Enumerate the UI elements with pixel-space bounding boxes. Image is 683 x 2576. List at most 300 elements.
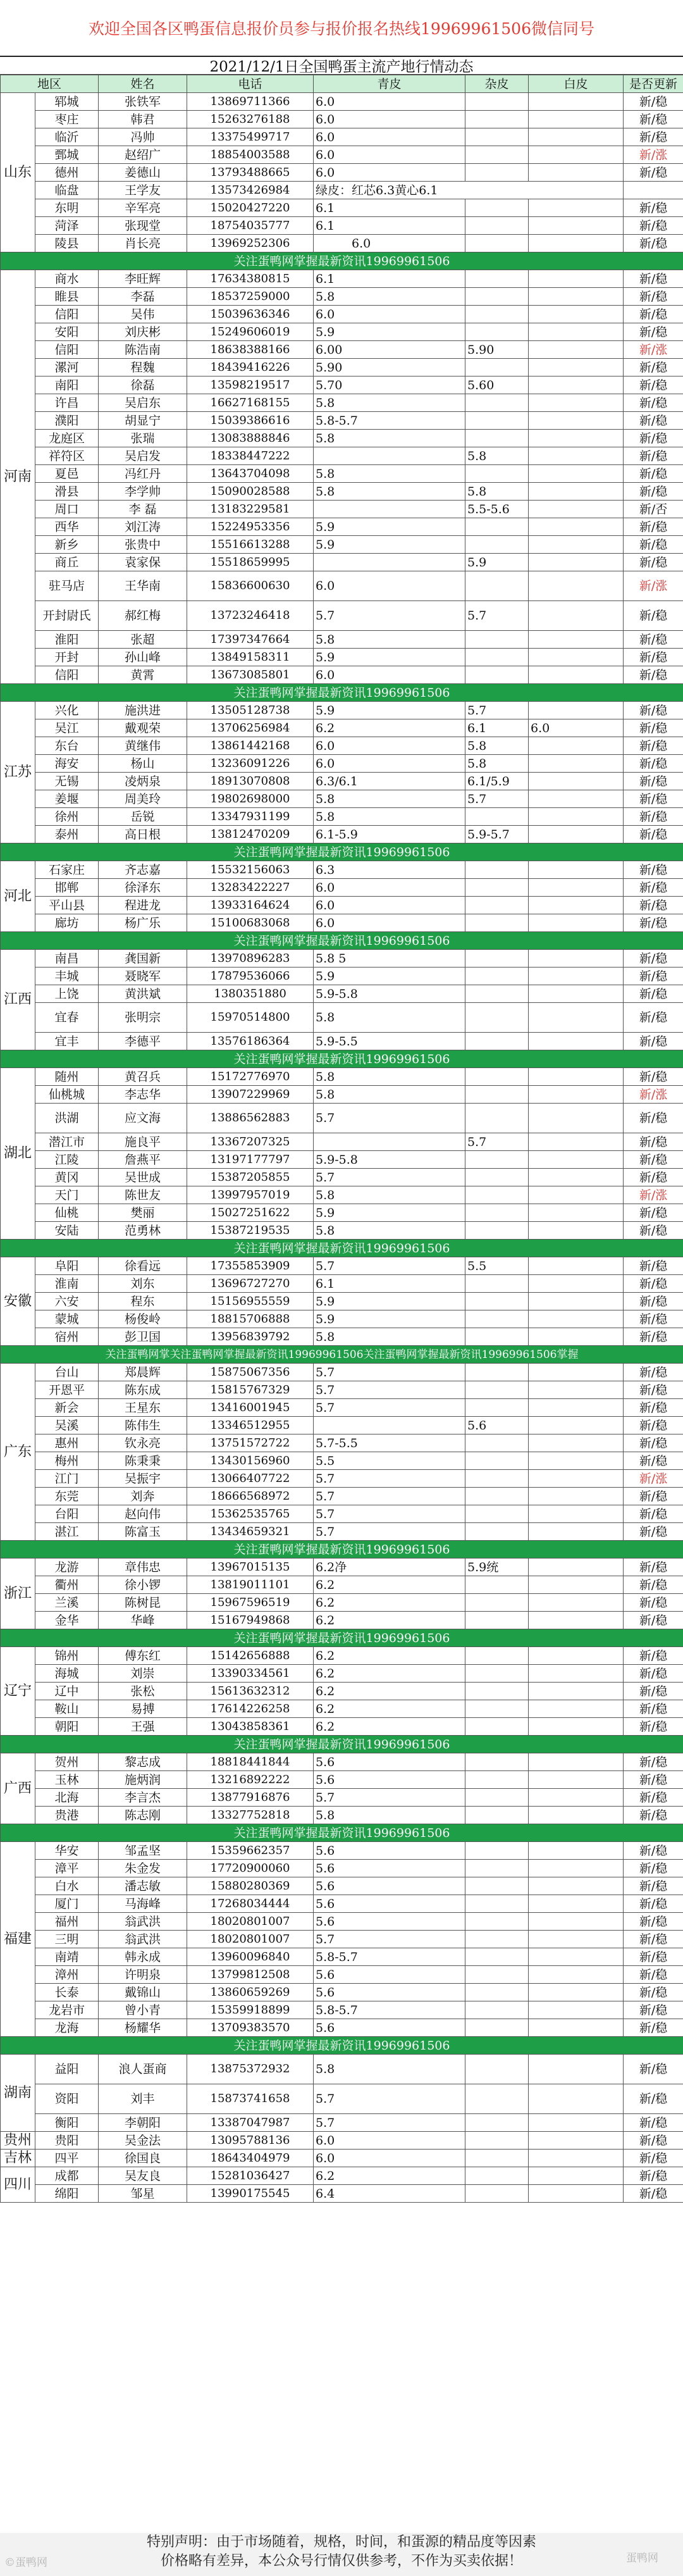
table-row <box>1 412 683 430</box>
qingpi-price-cell: 5.9 <box>314 1293 465 1310</box>
province-cell: 江西 <box>1 950 35 1050</box>
phone-cell: 13375499717 <box>187 128 314 146</box>
phone-cell: 13367207325 <box>187 1133 314 1151</box>
phone-cell: 13183229581 <box>187 501 314 518</box>
status-cell: 新/稳 <box>624 536 683 554</box>
qingpi-price-cell: 6.2 <box>314 1594 465 1612</box>
qingpi-price-cell: 5.8 <box>314 1086 465 1104</box>
province-cell: 浙江 <box>1 1559 35 1629</box>
status-cell: 新/稳 <box>624 2132 683 2150</box>
area-cell: 陵县 <box>35 235 99 252</box>
name-cell: 华峰 <box>99 1612 187 1629</box>
name-cell: 姜德山 <box>99 164 187 182</box>
baipi-price-cell <box>529 1364 624 1381</box>
area-cell: 成都 <box>35 2167 99 2185</box>
price-table-body <box>1 75 683 2203</box>
phone-cell: 17268034444 <box>187 1895 314 1913</box>
baipi-price-cell <box>529 737 624 755</box>
qingpi-price-cell: 5.8 <box>314 790 465 808</box>
qingpi-price-cell: 5.6 <box>314 1753 465 1771</box>
status-cell: 新/稳 <box>624 1364 683 1381</box>
area-cell: 长泰 <box>35 1984 99 2001</box>
table-row <box>1 199 683 217</box>
name-cell: 陈树昆 <box>99 1594 187 1612</box>
baipi-price-cell <box>529 1913 624 1931</box>
phone-cell: 19802698000 <box>187 790 314 808</box>
table-row <box>1 2055 683 2084</box>
name-cell: 肖长亮 <box>99 235 187 252</box>
zapi-price-cell: 6.1 <box>465 719 529 737</box>
phone-cell: 15263276188 <box>187 111 314 128</box>
qingpi-price-cell: 6.1 <box>314 199 465 217</box>
zapi-price-cell <box>465 1310 529 1328</box>
zapi-price-cell <box>465 1104 529 1133</box>
area-cell: 随州 <box>35 1068 99 1086</box>
area-cell: 兰溪 <box>35 1594 99 1612</box>
qingpi-price-cell: 5.6 <box>314 1895 465 1913</box>
phone-cell: 18020801007 <box>187 1913 314 1931</box>
phone-cell: 13346512955 <box>187 1417 314 1434</box>
province-cell: 吉林 <box>1 2150 35 2167</box>
qingpi-price-cell: 5.8 <box>314 1003 465 1033</box>
zapi-price-cell <box>465 412 529 430</box>
phone-cell: 18537259000 <box>187 288 314 306</box>
status-cell: 新/稳 <box>624 2167 683 2185</box>
table-row <box>1 483 683 501</box>
promo-banner <box>1 1824 683 1842</box>
area-cell: 临盘 <box>35 182 99 199</box>
area-cell: 吴溪 <box>35 1417 99 1434</box>
phone-cell: 15090028588 <box>187 483 314 501</box>
promo-banner-text: 关注蛋鸭网掌握最新资讯19969961506 <box>1 1240 683 1257</box>
promo-banner <box>1 1050 683 1068</box>
qingpi-price-cell: 6.3 <box>314 861 465 879</box>
phone-cell: 13907229969 <box>187 1086 314 1104</box>
name-cell: 吴启发 <box>99 447 187 465</box>
area-cell: 西华 <box>35 518 99 536</box>
name-cell: 曾小青 <box>99 2001 187 2019</box>
table-row <box>1 1381 683 1399</box>
table-row <box>1 914 683 932</box>
phone-cell: 13434659321 <box>187 1523 314 1541</box>
baipi-price-cell <box>529 536 624 554</box>
status-cell: 新/稳 <box>624 111 683 128</box>
column-header: 白皮 <box>529 75 624 93</box>
name-cell: 赵向伟 <box>99 1505 187 1523</box>
name-cell: 郝红梅 <box>99 601 187 631</box>
name-cell: 陈志刚 <box>99 1807 187 1824</box>
name-cell: 聂晓军 <box>99 968 187 985</box>
name-cell: 翁武洪 <box>99 1931 187 1948</box>
baipi-price-cell <box>529 1104 624 1133</box>
table-row <box>1 631 683 649</box>
qingpi-price-cell: 5.7 <box>314 1523 465 1541</box>
table-row <box>1 288 683 306</box>
qingpi-price-cell: 5.8-5.7 <box>314 2001 465 2019</box>
status-cell: 新/稳 <box>624 306 683 323</box>
qingpi-price-cell: 5.6 <box>314 1860 465 1877</box>
baipi-price-cell <box>529 1576 624 1594</box>
name-cell: 袁家保 <box>99 554 187 571</box>
status-cell: 新/稳 <box>624 465 683 483</box>
area-cell: 濮阳 <box>35 412 99 430</box>
baipi-price-cell <box>529 1452 624 1470</box>
zapi-price-cell <box>465 1470 529 1488</box>
zapi-price-cell <box>465 1186 529 1204</box>
name-cell: 赵绍广 <box>99 146 187 164</box>
qingpi-price-cell: 6.2 <box>314 2167 465 2185</box>
status-cell: 新/稳 <box>624 755 683 773</box>
status-cell: 新/稳 <box>624 1559 683 1576</box>
status-cell: 新/稳 <box>624 128 683 146</box>
zapi-price-cell <box>465 1895 529 1913</box>
table-row <box>1 2084 683 2114</box>
name-cell: 张贵中 <box>99 536 187 554</box>
zapi-price-cell <box>465 394 529 412</box>
header-title: 欢迎全国各区鸭蛋信息报价员参与报价报名热线19969961506微信同号 <box>89 20 594 38</box>
baipi-price-cell <box>529 164 624 182</box>
status-cell: 新/否 <box>624 501 683 518</box>
table-row <box>1 1576 683 1594</box>
area-cell: 洪湖 <box>35 1104 99 1133</box>
name-cell: 戴锦山 <box>99 1984 187 2001</box>
status-cell: 新/稳 <box>624 2114 683 2132</box>
area-cell: 夏邑 <box>35 465 99 483</box>
qingpi-price-cell: 6.0 <box>314 737 465 755</box>
status-cell: 新/稳 <box>624 1860 683 1877</box>
area-cell: 鄄城 <box>35 146 99 164</box>
province-cell: 山东 <box>1 93 35 252</box>
qingpi-price-cell <box>314 447 465 465</box>
name-cell: 刘江涛 <box>99 518 187 536</box>
qingpi-price-cell: 6.2净 <box>314 1559 465 1576</box>
area-cell: 黄冈 <box>35 1169 99 1186</box>
qingpi-price-cell: 5.6 <box>314 1913 465 1931</box>
table-row <box>1 1984 683 2001</box>
zapi-price-cell: 5.8 <box>465 737 529 755</box>
table-row <box>1 430 683 447</box>
name-cell: 潘志敏 <box>99 1877 187 1895</box>
table-row <box>1 146 683 164</box>
status-cell: 新/稳 <box>624 1771 683 1789</box>
phone-cell: 15172776970 <box>187 1068 314 1086</box>
name-cell: 黄召兵 <box>99 1068 187 1086</box>
column-header: 姓名 <box>99 75 187 93</box>
zapi-price-cell: 5.5 <box>465 1257 529 1275</box>
baipi-price-cell <box>529 1086 624 1104</box>
status-cell: 新/涨 <box>624 146 683 164</box>
table-row <box>1 1913 683 1931</box>
table-row <box>1 702 683 719</box>
phone-cell: 18338447222 <box>187 447 314 465</box>
area-cell: 梅州 <box>35 1452 99 1470</box>
zapi-price-cell <box>465 1948 529 1966</box>
zapi-price-cell <box>465 1612 529 1629</box>
status-cell: 新/稳 <box>624 1665 683 1683</box>
phone-cell: 15281036427 <box>187 2167 314 2185</box>
table-row <box>1 1771 683 1789</box>
baipi-price-cell <box>529 879 624 897</box>
baipi-price-cell <box>529 1169 624 1186</box>
zapi-price-cell <box>465 985 529 1003</box>
name-cell: 徐磊 <box>99 376 187 394</box>
baipi-price-cell <box>529 1328 624 1346</box>
table-row <box>1 306 683 323</box>
table-row <box>1 1003 683 1033</box>
area-cell: 许昌 <box>35 394 99 412</box>
area-cell: 石家庄 <box>35 861 99 879</box>
area-cell: 南昌 <box>35 950 99 968</box>
status-cell: 新/涨 <box>624 341 683 359</box>
phone-cell: 13283422227 <box>187 879 314 897</box>
zapi-price-cell: 5.9统 <box>465 1559 529 1576</box>
zapi-price-cell <box>465 1984 529 2001</box>
name-cell: 杨山 <box>99 755 187 773</box>
phone-cell: 13706256984 <box>187 719 314 737</box>
status-cell: 新/稳 <box>624 808 683 826</box>
area-cell: 枣庄 <box>35 111 99 128</box>
table-row <box>1 1895 683 1913</box>
baipi-price-cell <box>529 1381 624 1399</box>
phone-cell: 15142656888 <box>187 1647 314 1665</box>
phone-cell: 13849158311 <box>187 649 314 666</box>
baipi-price-cell <box>529 2019 624 2037</box>
phone-cell: 17879536066 <box>187 968 314 985</box>
province-cell: 湖南 <box>1 2055 35 2132</box>
qingpi-price-cell: 5.8-5.7 <box>314 1948 465 1966</box>
status-cell: 新/稳 <box>624 2001 683 2019</box>
table-row <box>1 755 683 773</box>
area-cell: 菏泽 <box>35 217 99 235</box>
baipi-price-cell <box>529 288 624 306</box>
area-cell: 贵阳 <box>35 2132 99 2150</box>
area-cell: 睢县 <box>35 288 99 306</box>
phone-cell: 15100683068 <box>187 914 314 932</box>
table-row <box>1 1434 683 1452</box>
phone-cell: 13696727270 <box>187 1275 314 1293</box>
area-cell: 漳州 <box>35 1966 99 1984</box>
table-row <box>1 1789 683 1807</box>
area-cell: 六安 <box>35 1293 99 1310</box>
table-row <box>1 737 683 755</box>
name-cell: 程东 <box>99 1293 187 1310</box>
area-cell: 周口 <box>35 501 99 518</box>
status-cell: 新/稳 <box>624 1169 683 1186</box>
name-cell: 施良平 <box>99 1133 187 1151</box>
baipi-price-cell <box>529 790 624 808</box>
qingpi-price-cell <box>314 1133 465 1151</box>
qingpi-price-cell: 5.6 <box>314 1877 465 1895</box>
promo-banner <box>1 1541 683 1559</box>
status-cell: 新/稳 <box>624 985 683 1003</box>
zapi-price-cell <box>465 288 529 306</box>
phone-cell: 13387047987 <box>187 2114 314 2132</box>
name-cell: 许明泉 <box>99 1966 187 1984</box>
status-cell: 新/稳 <box>624 93 683 111</box>
status-cell: 新/稳 <box>624 1417 683 1434</box>
baipi-price-cell <box>529 128 624 146</box>
baipi-price-cell <box>529 554 624 571</box>
status-cell: 新/稳 <box>624 1328 683 1346</box>
zapi-price-cell <box>465 2001 529 2019</box>
area-cell: 四平 <box>35 2150 99 2167</box>
baipi-price-cell <box>529 1753 624 1771</box>
table-row <box>1 376 683 394</box>
table-row <box>1 2167 683 2185</box>
promo-banner-text: 关注蛋鸭网掌握最新资讯19969961506 <box>1 1824 683 1842</box>
zapi-price-cell <box>465 306 529 323</box>
name-cell: 岳锐 <box>99 808 187 826</box>
baipi-price-cell <box>529 235 624 252</box>
baipi-price-cell <box>529 808 624 826</box>
table-row <box>1 447 683 465</box>
area-cell: 三明 <box>35 1931 99 1948</box>
zapi-price-cell: 5.8 <box>465 755 529 773</box>
zapi-price-cell <box>465 1505 529 1523</box>
zapi-price-cell <box>465 1931 529 1948</box>
name-cell: 胡显宁 <box>99 412 187 430</box>
phone-cell: 15387219535 <box>187 1222 314 1240</box>
phone-cell: 15880280369 <box>187 1877 314 1895</box>
area-cell: 上饶 <box>35 985 99 1003</box>
table-row <box>1 518 683 536</box>
phone-cell: 13933164624 <box>187 897 314 914</box>
qingpi-price-cell: 6.0 <box>314 93 465 111</box>
area-cell: 绵阳 <box>35 2185 99 2203</box>
qingpi-price-cell: 5.7 <box>314 1789 465 1807</box>
baipi-price-cell <box>529 1700 624 1718</box>
zapi-price-cell: 5.9 <box>465 554 529 571</box>
status-cell: 新/稳 <box>624 430 683 447</box>
area-cell: 龙庭区 <box>35 430 99 447</box>
baipi-price-cell <box>529 465 624 483</box>
area-cell: 临沂 <box>35 128 99 146</box>
qingpi-price-cell: 6.0 <box>314 306 465 323</box>
area-cell: 江门 <box>35 1470 99 1488</box>
status-cell: 新/稳 <box>624 1612 683 1629</box>
table-row <box>1 501 683 518</box>
qingpi-price-cell: 5.9 <box>314 323 465 341</box>
baipi-price-cell <box>529 1895 624 1913</box>
phone-cell: 15167949868 <box>187 1612 314 1629</box>
zapi-price-cell <box>465 146 529 164</box>
zapi-price-cell <box>465 1576 529 1594</box>
zapi-price-cell <box>465 1033 529 1050</box>
name-cell: 王华南 <box>99 571 187 601</box>
qingpi-price-cell: 5.6 <box>314 1842 465 1860</box>
column-header: 杂皮 <box>465 75 529 93</box>
zapi-price-cell <box>465 2019 529 2037</box>
status-cell: 新/稳 <box>624 968 683 985</box>
baipi-price-cell <box>529 1293 624 1310</box>
phone-cell: 17634380815 <box>187 270 314 288</box>
baipi-price-cell <box>529 323 624 341</box>
status-cell: 新/稳 <box>624 164 683 182</box>
table-row <box>1 2132 683 2150</box>
qingpi-price-cell: 5.7 <box>314 1931 465 1948</box>
baipi-price-cell <box>529 93 624 111</box>
status-cell: 新/稳 <box>624 649 683 666</box>
province-cell: 四川 <box>1 2167 35 2203</box>
phone-cell: 18666568972 <box>187 1488 314 1505</box>
table-row <box>1 2114 683 2132</box>
table-row <box>1 773 683 790</box>
status-cell: 新/稳 <box>624 1151 683 1169</box>
area-cell: 台阳 <box>35 1505 99 1523</box>
name-cell: 黄霄 <box>99 666 187 684</box>
qingpi-price-cell: 6.1 <box>314 217 465 235</box>
area-cell: 龙海 <box>35 2019 99 2037</box>
qingpi-price-cell: 5.8 <box>314 1807 465 1824</box>
table-row <box>1 1452 683 1470</box>
area-cell: 鞍山 <box>35 1700 99 1718</box>
name-cell: 张松 <box>99 1683 187 1700</box>
name-cell: 刘崇 <box>99 1665 187 1683</box>
phone-cell: 13083888846 <box>187 430 314 447</box>
qingpi-price-cell: 5.9-5.8 <box>314 985 465 1003</box>
name-cell: 彭卫国 <box>99 1328 187 1346</box>
phone-cell: 18913070808 <box>187 773 314 790</box>
zapi-price-cell <box>465 2084 529 2114</box>
status-cell: 新/稳 <box>624 601 683 631</box>
province-cell: 贵州 <box>1 2132 35 2150</box>
phone-cell: 18754035777 <box>187 217 314 235</box>
phone-cell: 13236091226 <box>187 755 314 773</box>
status-cell: 新/稳 <box>624 2055 683 2084</box>
status-cell: 新/稳 <box>624 1877 683 1895</box>
name-cell: 吴伟 <box>99 306 187 323</box>
status-cell: 新/稳 <box>624 1381 683 1399</box>
baipi-price-cell <box>529 1718 624 1736</box>
phone-cell: 13043858361 <box>187 1718 314 1736</box>
status-cell: 新/稳 <box>624 554 683 571</box>
qingpi-price-cell: 5.6 <box>314 1771 465 1789</box>
province-cell: 辽宁 <box>1 1647 35 1736</box>
promo-banner <box>1 1629 683 1647</box>
table-row <box>1 1647 683 1665</box>
province-cell: 安徽 <box>1 1257 35 1346</box>
area-cell: 天门 <box>35 1186 99 1204</box>
zapi-price-cell <box>465 1877 529 1895</box>
qingpi-price-cell: 5.7 <box>314 2114 465 2132</box>
name-cell: 王学友 <box>99 182 187 199</box>
table-row <box>1 1104 683 1133</box>
baipi-price-cell <box>529 1488 624 1505</box>
qingpi-price-cell: 5.9-5.5 <box>314 1033 465 1050</box>
status-cell: 新/稳 <box>624 376 683 394</box>
baipi-price-cell <box>529 1257 624 1275</box>
qingpi-price-cell: 6.3/6.1 <box>314 773 465 790</box>
table-row <box>1 1293 683 1310</box>
status-cell: 新/稳 <box>624 1931 683 1948</box>
area-cell: 淮南 <box>35 1275 99 1293</box>
baipi-price-cell <box>529 1966 624 1984</box>
disclaimer-line-2: 价格略有差异，本公众号行情仅供参考，不作为买卖依据！ <box>160 2553 522 2569</box>
baipi-price-cell <box>529 394 624 412</box>
name-cell: 施炳润 <box>99 1771 187 1789</box>
area-cell: 仙桃 <box>35 1204 99 1222</box>
status-cell: 新/稳 <box>624 1068 683 1086</box>
status-cell: 新/稳 <box>624 1895 683 1913</box>
baipi-price-cell <box>529 2114 624 2132</box>
zapi-price-cell <box>465 879 529 897</box>
price-note-cell: 绿皮：红芯6.3黄心6.1 <box>314 182 624 199</box>
phone-cell: 15613632312 <box>187 1683 314 1700</box>
baipi-price-cell <box>529 702 624 719</box>
phone-cell: 15224953356 <box>187 518 314 536</box>
province-cell: 福建 <box>1 1842 35 2037</box>
name-cell: 傅东红 <box>99 1647 187 1665</box>
